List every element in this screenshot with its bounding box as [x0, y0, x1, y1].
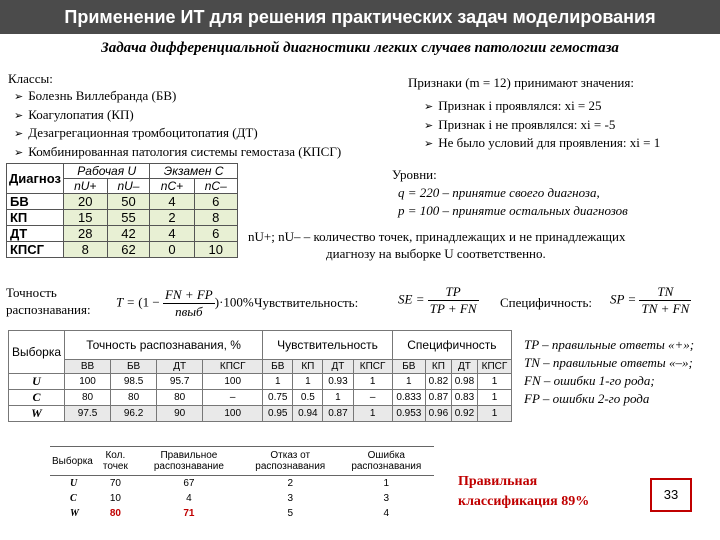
- accuracy-label: Точность распознавания:: [6, 285, 91, 317]
- list-item: ➢ Коагулопатия (КП): [14, 106, 134, 122]
- sub-header: nC–: [194, 179, 238, 194]
- error-legend: [524, 336, 694, 408]
- sensitivity-label: Чувствительность:: [254, 295, 359, 310]
- table-row: C 10 4 3 3: [70, 493, 390, 504]
- specificity-label: Специфичность:: [500, 295, 593, 310]
- legend-tn: TN – правильные ответы «–»;: [524, 355, 693, 370]
- table-row: U 70 67 2 1: [70, 478, 390, 489]
- sample-header: Выборка: [9, 331, 65, 374]
- table-row: КПСГ 8 62 0 10: [7, 242, 238, 258]
- sub-header: nC+: [150, 179, 194, 194]
- exam-sample-header: Экзамен C: [150, 164, 238, 179]
- slide-subtitle: Задача дифференциальной диагностики легких случаев патологии гемостаза: [101, 40, 619, 56]
- signs-list: [424, 97, 660, 153]
- table-row: ДТ 28 42 4 6: [7, 226, 238, 242]
- accuracy-formula: T = (1 − $\frac{FN + FP}{\text{nвыб}}$ )·100%: [116, 287, 254, 319]
- levels-title: Уровни:: [392, 167, 437, 182]
- sub-header: nU–: [107, 179, 150, 194]
- table-row: W 80 71 5 4: [70, 508, 390, 519]
- list-item: ➢ Болезнь Виллебранда (БВ): [14, 88, 177, 103]
- sensitivity-header: Чувствительность: [263, 331, 393, 360]
- level-q: q = 220 – принятие своего диагноза,: [398, 185, 600, 200]
- col-header: Выборка: [50, 447, 95, 476]
- conclusion-text: Правильная классификация 89%: [458, 474, 590, 509]
- levels-note-1: nU+; nU– – количество точек, принадлежащих и не принадлежащих: [248, 229, 626, 244]
- list-item: ➢ Не было условий для проявления: xi = 1: [424, 135, 661, 150]
- table-row: U 100 98.5 95.7 100 1 1 0.93 1 1 0.82 0.98 1: [9, 374, 512, 390]
- col-header: Ошибка распознавания: [339, 447, 434, 476]
- arrow-bullet-icon: ➢: [14, 108, 24, 122]
- sensitivity-formula: SE = $\frac{TP}{TP + FN}$: [398, 284, 477, 316]
- legend-tp: TP – правильные ответы «+»;: [524, 337, 695, 352]
- table-row: W 97.5 96.2 90 100 0.95 0.94 0.87 1 0.953 0.96 0.92 1: [9, 406, 512, 422]
- signs-title: Признаки (m = 12) принимают значения:: [408, 75, 634, 90]
- arrow-bullet-icon: ➢: [424, 118, 434, 132]
- legend-fp: FP – ошибки 2-го рода: [524, 391, 650, 406]
- list-item: ➢ Комбинированная патология системы гемостаза (КПСГ): [14, 143, 342, 159]
- classes-list: [14, 87, 341, 161]
- list-item: ➢ Признак i не проявлялся: xi = -5: [424, 116, 616, 132]
- arrow-bullet-icon: ➢: [424, 100, 434, 113]
- arrow-bullet-icon: ➢: [14, 145, 24, 159]
- page-number: 33: [650, 478, 692, 512]
- table-row: БВ 20 50 4 6: [7, 194, 238, 210]
- list-item: ➢ Дезагрегационная тромбоцитопатия (ДТ): [14, 125, 258, 140]
- col-header: Правильное распознавание: [136, 447, 242, 476]
- legend-fn: FN – ошибки 1-го рода;: [524, 373, 655, 388]
- level-p: p = 100 – принятие остальных диагнозов: [398, 203, 628, 218]
- diag-header: Диагноз: [7, 164, 64, 194]
- work-sample-header: Рабочая U: [64, 164, 150, 179]
- list-item: ➢ Признак i проявлялся: xi = 25: [424, 98, 602, 113]
- table-row: C 80 80 80 – 0.75 0.5 1 – 0.833 0.87 0.83 1: [9, 390, 512, 406]
- levels-note-2: диагнозу на выборке U соответственно.: [326, 246, 546, 261]
- slide-title: Применение ИТ для решения практических задач моделирования: [0, 0, 720, 34]
- arrow-bullet-icon: ➢: [14, 90, 24, 103]
- accuracy-header: Точность распознавания, %: [65, 331, 263, 360]
- table-row: КП 15 55 2 8: [7, 210, 238, 226]
- arrow-bullet-icon: ➢: [14, 127, 24, 140]
- col-header: Отказ от распознавания: [242, 447, 339, 476]
- results-table: Выборка Точность распознавания, % Чувствительность Специфичность ВВ БВ ДТ КПСГ БВ КП ДТ КПСГ БВ КП ДТ КПСГ U 100 98.5 95.7 100 1 1 0.93 1 1 0.82 0.98 1 C 80 80 80 – 0.75 0.5 1 – 0.833 0.87 0.83 1 W 97.5 96.2 90 100 0.95 0.94 0.87 1 0.953 0.96 0.92 1: [8, 330, 512, 422]
- classes-label: Классы:: [8, 71, 53, 86]
- specificity-header: Специфичность: [392, 331, 511, 360]
- sub-header: nU+: [64, 179, 108, 194]
- diagnosis-table: [6, 163, 238, 258]
- arrow-bullet-icon: ➢: [424, 137, 434, 150]
- count-table: [50, 446, 434, 521]
- specificity-formula: SP = $\frac{TN}{TN + FN}$: [610, 284, 690, 316]
- col-header: Кол. точек: [95, 447, 136, 476]
